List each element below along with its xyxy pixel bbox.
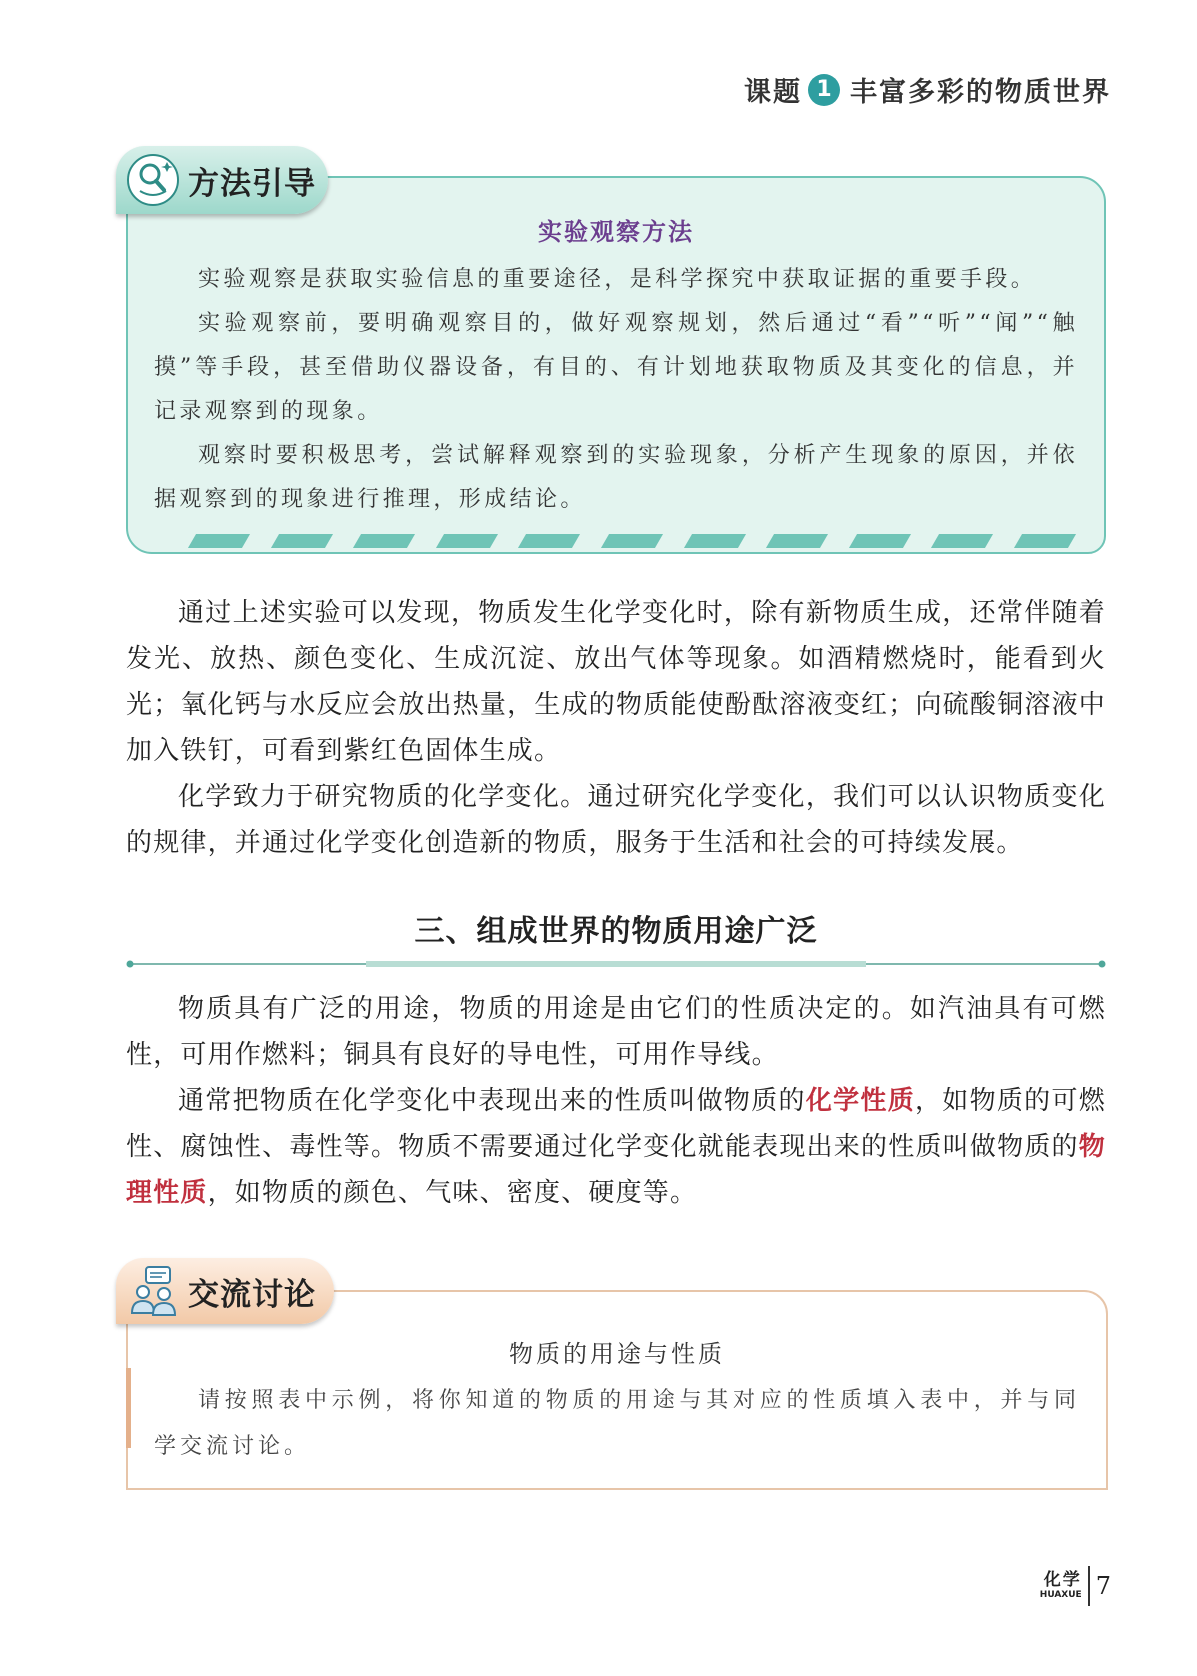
term-chemical-property: 化学性质 [805, 1086, 915, 1116]
method-paragraph: 实验观察是获取实验信息的重要途径，是科学探究中获取证据的重要手段。 [198, 267, 1037, 292]
discussion-title: 物质的用途与性质 [509, 1340, 725, 1368]
body-paragraph: 通过上述实验可以发现，物质发生化学变化时，除有新物质生成，还常伴随着发光、放热、颜色变化、生成沉淀、放出气体等现象。如酒精燃烧时，能看到火光；氧化钙与水反应会放出热量，生成的物质能使酚酞溶液变红；向硫酸铜溶液中加入铁钉，可看到紫红色固体生成。 [126, 598, 1106, 766]
page-number: 7 [1095, 1572, 1111, 1600]
magnifier-lightbulb-icon [126, 153, 180, 207]
chapter-prefix: 课题 [744, 77, 802, 108]
method-guide-body [154, 258, 1078, 522]
section-heading: 三、组成世界的物质用途广泛 [414, 914, 818, 949]
method-paragraph: 观察时要积极思考，尝试解释观察到的实验现象，分析产生现象的原因，并依据观察到的现象进行推理，形成结论。 [154, 443, 1078, 512]
discussion-body [154, 1378, 1080, 1470]
method-guide-title: 实验观察方法 [538, 218, 694, 246]
method-guide-tag [116, 146, 328, 214]
section-divider [126, 958, 1106, 970]
people-chat-icon [128, 1265, 180, 1317]
subject-cn: 化学 [1043, 1570, 1082, 1590]
body-paragraph: 化学致力于研究物质的化学变化。通过研究化学变化，我们可以认识物质变化的规律，并通过化学变化创造新的物质，服务于生活和社会的可持续发展。 [126, 782, 1106, 858]
section-text-block [126, 986, 1106, 1216]
section-paragraph: 通常把物质在化学变化中表现出来的性质叫做物质的化学性质，如物质的可燃性、腐蚀性、毒性等。物质不需要通过化学变化就能表现出来的性质叫做物质的物理性质，如物质的颜色、气味、密度、硬度等。 [126, 1086, 1106, 1208]
subject-label [1040, 1571, 1082, 1601]
section-paragraph: 物质具有广泛的用途，物质的用途是由它们的性质决定的。如汽油具有可燃性，可用作燃料；铜具有良好的导电性，可用作导线。 [126, 994, 1106, 1070]
footer-divider [1088, 1566, 1090, 1606]
discussion-paragraph: 请按照表中示例，将你知道的物质的用途与其对应的性质填入表中，并与同学交流讨论。 [154, 1388, 1080, 1459]
method-guide-tag-label: 方法引导 [188, 165, 316, 202]
page-footer [1040, 1566, 1111, 1606]
chapter-header [744, 70, 1111, 109]
method-guide-box [126, 176, 1106, 554]
discussion-accent-bar [126, 1368, 131, 1448]
body-text-block [126, 590, 1106, 866]
method-paragraph: 实验观察前，要明确观察目的，做好观察规划，然后通过“看”“听”“闻”“触摸”等手段，甚至借助仪器设备，有目的、有计划地获取物质及其变化的信息，并记录观察到的现象。 [154, 311, 1078, 424]
subject-en: HUAXUE [1039, 1590, 1082, 1600]
discussion-tag-label: 交流讨论 [188, 1276, 316, 1313]
term-physical-property: 物理性质 [126, 1132, 1106, 1208]
chapter-title: 丰富多彩的物质世界 [850, 77, 1111, 108]
chapter-number-badge: 1 [808, 74, 840, 106]
discussion-tag [116, 1258, 334, 1324]
decorative-stripes [192, 534, 1072, 548]
